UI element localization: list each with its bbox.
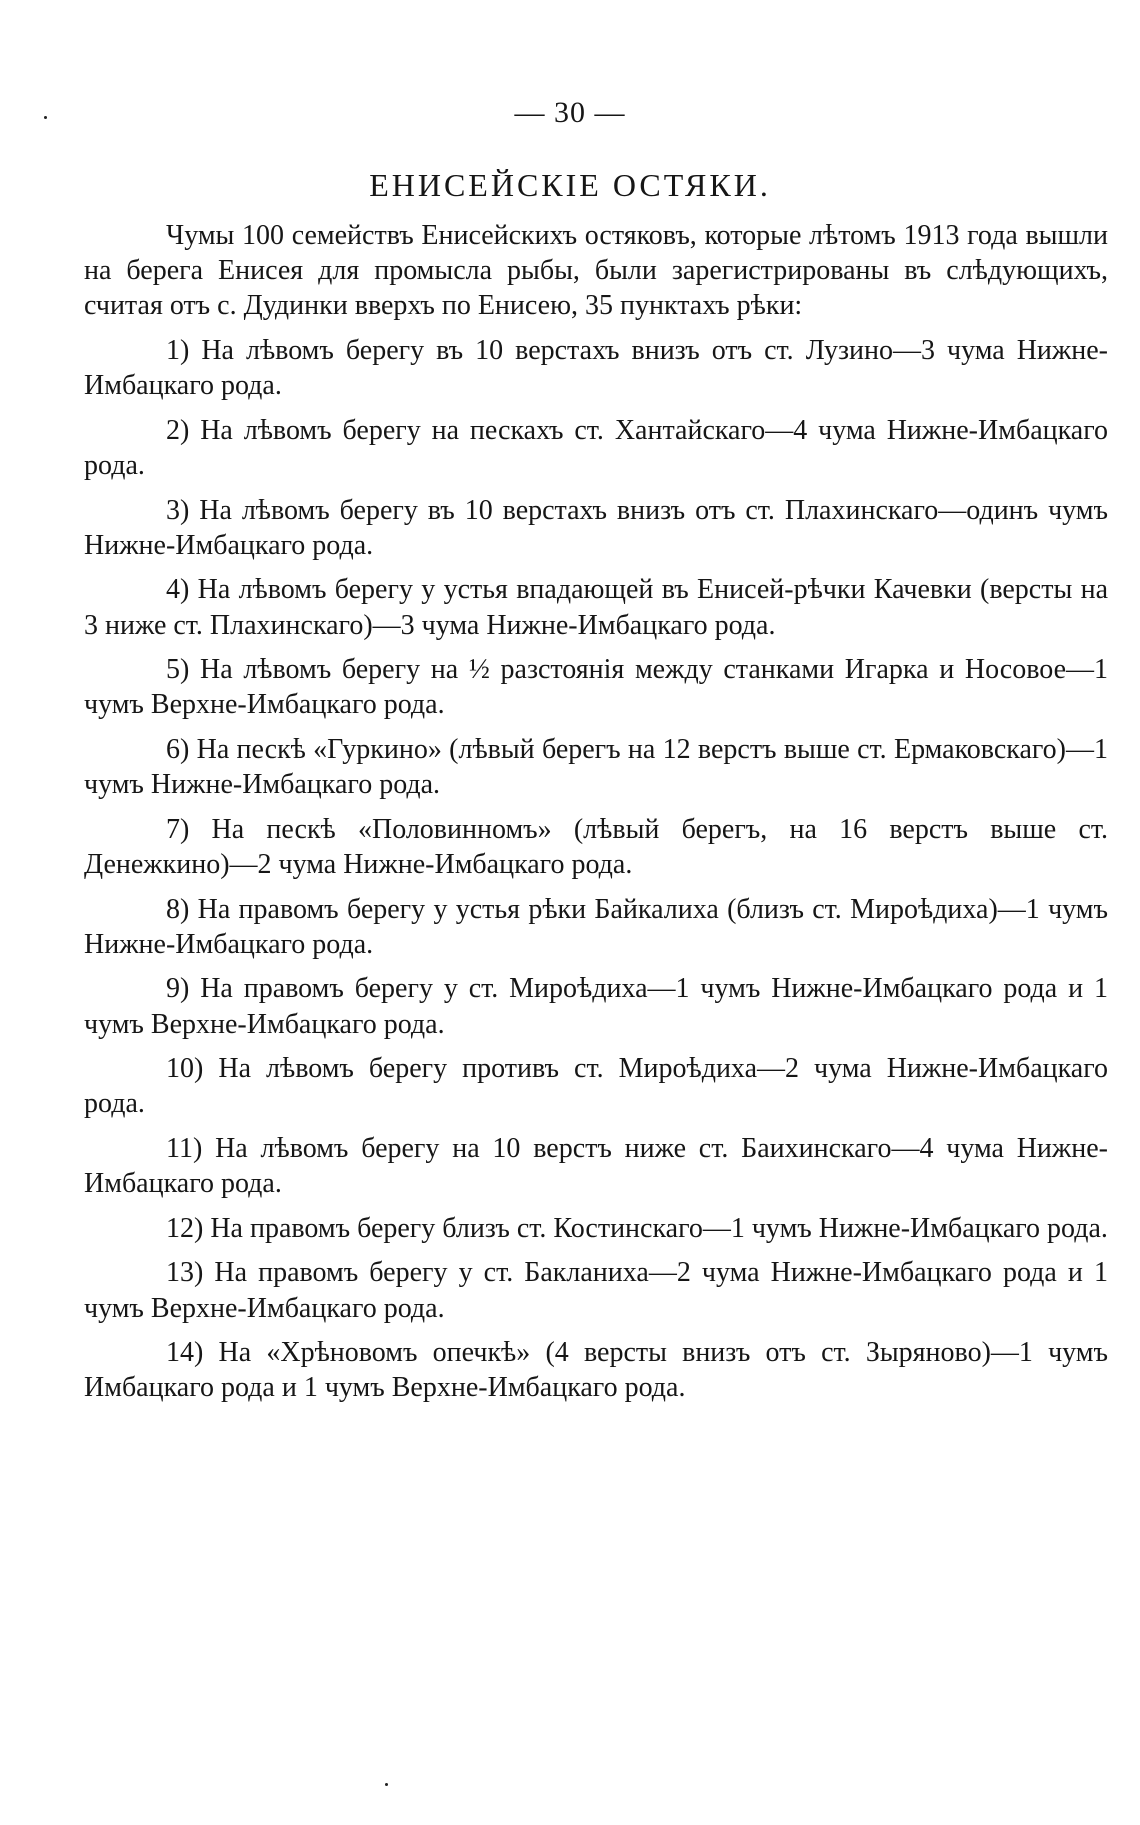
list-item-7: 7) На пескѣ «Половинномъ» (лѣвый берегъ, на 16 верстъ выше ст. Денежкино)—2 чума Нижне-Имбацкаго рода. <box>84 813 1108 880</box>
print-speck <box>385 1783 388 1786</box>
list-item-6: 6) На пескѣ «Гуркино» (лѣвый берегъ на 12 верстъ выше ст. Ермаковскаго)—1 чумъ Нижне-Имбацкаго рода. <box>84 733 1108 801</box>
list-item-10: 10) На лѣвомъ берегу противъ ст. Мироѣдиха—2 чума Нижне-Имбацкаго рода. <box>84 1053 1108 1120</box>
list-item-1: 1) На лѣвомъ берегу въ 10 верстахъ внизъ отъ ст. Лузино—3 чума Нижне-Имбацкаго рода. <box>84 335 1108 402</box>
print-speck <box>44 116 47 119</box>
list-item-11: 11) На лѣвомъ берегу на 10 верстъ ниже ст. Баихинскаго—4 чума Нижне-Имбацкаго рода. <box>84 1132 1108 1200</box>
page-number: — 30 — <box>514 96 626 129</box>
intro-paragraph: Чумы 100 семействъ Енисейскихъ остяковъ, которые лѣтомъ 1913 года вышли на берега Енисея для промысла рыбы, были зарегистрированы въ слѣдующихъ, считая отъ с. Дудинки вверхъ по Енисею, 35 пунктахъ рѣки: <box>84 220 1108 322</box>
list-item-4: 4) На лѣвомъ берегу у устья впадающей въ Енисей-рѣчки Качевки (версты на 3 ниже ст. Плахинскаго)—3 чума Нижне-Имбацкаго рода. <box>84 574 1108 641</box>
page-body <box>84 218 1108 1406</box>
list-item-9: 9) На правомъ берегу у ст. Мироѣдиха—1 чумъ Нижне-Имбацкаго рода и 1 чумъ Верхне-Имбацкаго рода. <box>84 973 1108 1040</box>
list-item-13: 13) На правомъ берегу у ст. Бакланиха—2 чума Нижне-Имбацкаго рода и 1 чумъ Верхне-Имбацкаго рода. <box>84 1257 1108 1324</box>
section-title: ЕНИСЕЙСКIЕ ОСТЯКИ. <box>369 167 771 203</box>
list-item-14: 14) На «Хрѣновомъ опечкѣ» (4 версты внизъ отъ ст. Зыряново)—1 чумъ Имбацкаго рода и 1 чумъ Верхне-Имбацкаго рода. <box>84 1337 1108 1404</box>
list-item-12: 12) На правомъ берегу близъ ст. Костинскаго—1 чумъ Нижне-Имбацкаго рода. <box>166 1212 1108 1244</box>
list-item-2: 2) На лѣвомъ берегу на пескахъ ст. Хантайскаго—4 чума Нижне-Имбацкаго рода. <box>84 414 1108 481</box>
list-item-8: 8) На правомъ берегу у устья рѣки Байкалиха (близъ ст. Мироѣдиха)—1 чумъ Нижне-Имбацкаго рода. <box>84 893 1108 960</box>
list-item-3: 3) На лѣвомъ берегу въ 10 верстахъ внизъ отъ ст. Плахинскаго—одинъ чумъ Нижне-Имбацкаго рода. <box>84 494 1108 561</box>
list-item-5: 5) На лѣвомъ берегу на ½ разстоянія между станками Игарка и Носовое—1 чумъ Верхне-Имбацкаго рода. <box>84 654 1108 721</box>
